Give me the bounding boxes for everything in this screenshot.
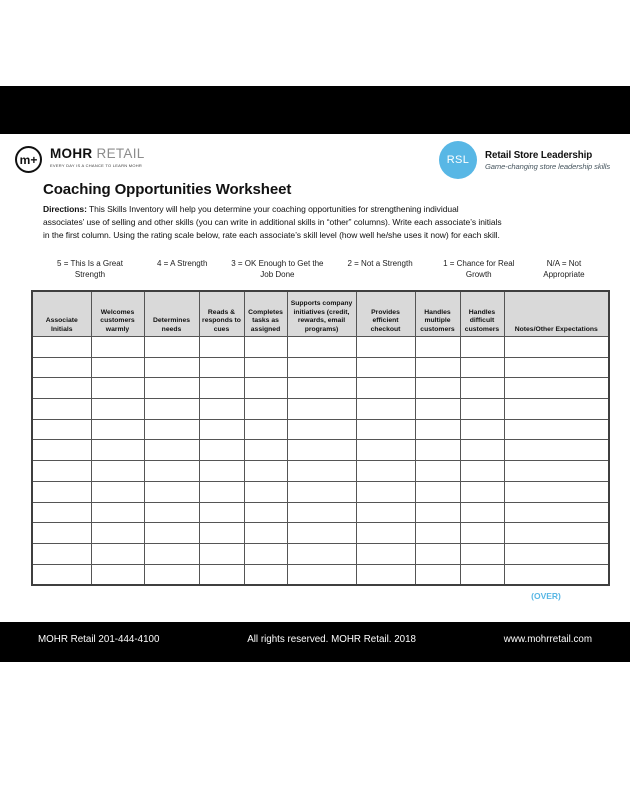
table-cell: [199, 502, 244, 523]
table-cell: [144, 523, 199, 544]
table-cell: [415, 461, 460, 482]
table-cell: [32, 337, 91, 358]
table-cell: [356, 440, 415, 461]
table-cell: [415, 378, 460, 399]
table-row: [32, 481, 609, 502]
skills-inventory-table: [31, 290, 610, 586]
table-cell: [287, 523, 356, 544]
directions-label: Directions:: [43, 204, 87, 214]
mohr-name: [50, 147, 145, 161]
table-cell: [91, 440, 144, 461]
table-cell: [32, 419, 91, 440]
rating-scale-legend: [45, 258, 593, 280]
table-cell: [356, 523, 415, 544]
table-cell: [356, 337, 415, 358]
table-cell: [356, 357, 415, 378]
table-cell: [356, 419, 415, 440]
table-cell: [504, 543, 609, 564]
table-cell: [91, 419, 144, 440]
mohr-monogram: m+: [19, 152, 38, 167]
table-cell: [356, 461, 415, 482]
table-cell: [460, 481, 504, 502]
column-header: Reads & responds to cues: [199, 291, 244, 337]
table-cell: [504, 440, 609, 461]
table-cell: [91, 564, 144, 585]
table-cell: [504, 461, 609, 482]
table-row: [32, 564, 609, 585]
table-cell: [144, 461, 199, 482]
table-cell: [460, 440, 504, 461]
column-header: Completes tasks as assigned: [244, 291, 287, 337]
table-cell: [287, 378, 356, 399]
table-cell: [144, 399, 199, 420]
table-cell: [244, 523, 287, 544]
table-cell: [144, 564, 199, 585]
table-cell: [460, 461, 504, 482]
table-cell: [144, 543, 199, 564]
table-cell: [32, 399, 91, 420]
mohr-name-light: RETAIL: [96, 146, 145, 161]
table-cell: [356, 564, 415, 585]
mohr-logo-icon: [15, 146, 42, 173]
table-cell: [460, 543, 504, 564]
footer-bar: [0, 622, 630, 662]
table-cell: [356, 502, 415, 523]
table-cell: [32, 357, 91, 378]
table-row: [32, 357, 609, 378]
mohr-name-bold: MOHR: [50, 146, 93, 161]
table-cell: [199, 564, 244, 585]
rating-scale-item: 4 = A Strength: [156, 259, 208, 268]
rating-scale-item: 1 = Chance for Real Growth: [443, 259, 515, 280]
directions-line: in the first column. Using the rating scale below, rate each associate’s skill level (how well he/she uses it now) for each skill.: [43, 230, 500, 240]
table-cell: [244, 337, 287, 358]
program-tagline: Game-changing store leadership skills: [485, 161, 611, 171]
table-cell: [460, 399, 504, 420]
column-header: Welcomes customers warmly: [91, 291, 144, 337]
table-cell: [32, 461, 91, 482]
table-cell: [415, 399, 460, 420]
table-cell: [91, 378, 144, 399]
table-cell: [91, 337, 144, 358]
table-cell: [356, 378, 415, 399]
table-cell: [144, 378, 199, 399]
table-cell: [287, 357, 356, 378]
top-black-band: [0, 86, 630, 134]
table-cell: [199, 357, 244, 378]
table-cell: [244, 419, 287, 440]
table-cell: [287, 564, 356, 585]
table-cell: [415, 564, 460, 585]
mohr-logo: [15, 146, 145, 173]
table-cell: [32, 502, 91, 523]
table-cell: [504, 481, 609, 502]
table-row: [32, 337, 609, 358]
table-cell: [144, 419, 199, 440]
table-cell: [199, 419, 244, 440]
table-cell: [199, 440, 244, 461]
table-cell: [91, 357, 144, 378]
table-cell: [504, 357, 609, 378]
table-cell: [504, 337, 609, 358]
table-cell: [504, 564, 609, 585]
table-cell: [144, 440, 199, 461]
table-cell: [415, 523, 460, 544]
rsl-text-block: [485, 150, 610, 171]
table-cell: [460, 502, 504, 523]
table-cell: [287, 461, 356, 482]
table-cell: [504, 399, 609, 420]
mohr-wordmark: [50, 146, 145, 168]
rsl-badge-icon: [439, 141, 477, 179]
rating-scale-item: 3 = OK Enough to Get the Job Done: [231, 259, 324, 280]
table-row: [32, 440, 609, 461]
page-title: Coaching Opportunities Worksheet: [43, 181, 292, 198]
table-cell: [244, 399, 287, 420]
table-cell: [415, 440, 460, 461]
table-row: [32, 378, 609, 399]
table-cell: [356, 543, 415, 564]
table-cell: [199, 543, 244, 564]
table-row: [32, 461, 609, 482]
directions-line: associates’ use of selling and other skills (you can write in additional skills in “other” columns). Write each associate’s initials: [43, 217, 502, 227]
footer-copyright: All rights reserved. MOHR Retail. 2018: [247, 634, 417, 645]
table-cell: [244, 502, 287, 523]
table-cell: [415, 502, 460, 523]
directions-paragraph: [43, 203, 603, 242]
table-cell: [144, 357, 199, 378]
table-row: [32, 399, 609, 420]
rating-scale-item: 5 = This Is a Great Strength: [57, 259, 123, 280]
table-cell: [460, 523, 504, 544]
table-cell: [287, 543, 356, 564]
table-cell: [504, 523, 609, 544]
table-cell: [91, 523, 144, 544]
table-cell: [32, 564, 91, 585]
footer-phone: MOHR Retail 201-444-4100: [38, 634, 160, 645]
table-cell: [32, 440, 91, 461]
column-header: Supports company initiatives (credit, rewards, email programs): [287, 291, 356, 337]
table-cell: [415, 357, 460, 378]
column-header: Notes/Other Expectations: [504, 291, 609, 337]
table-cell: [199, 399, 244, 420]
table-cell: [244, 461, 287, 482]
table-cell: [199, 378, 244, 399]
table-cell: [32, 378, 91, 399]
table-cell: [199, 523, 244, 544]
table-cell: [244, 378, 287, 399]
table-cell: [460, 419, 504, 440]
rating-scale-item: N/A = Not Appropriate: [543, 259, 585, 280]
program-name: Retail Store Leadership: [485, 149, 593, 161]
table-cell: [244, 357, 287, 378]
table-cell: [356, 481, 415, 502]
table-cell: [287, 337, 356, 358]
table-cell: [32, 543, 91, 564]
table-cell: [460, 378, 504, 399]
table-cell: [415, 419, 460, 440]
table-cell: [287, 502, 356, 523]
rating-scale-item: 2 = Not a Strength: [347, 259, 413, 268]
mohr-tagline: EVERY DAY IS A CHANCE TO LEARN MOHR: [50, 163, 143, 169]
table-cell: [287, 481, 356, 502]
table-cell: [415, 543, 460, 564]
column-header: Handles multiple customers: [415, 291, 460, 337]
footer-website: www.mohrretail.com: [503, 634, 592, 645]
table-row: [32, 502, 609, 523]
over-note: (OVER): [531, 591, 561, 601]
table-cell: [91, 481, 144, 502]
table-cell: [199, 461, 244, 482]
table-cell: [504, 419, 609, 440]
column-header: Associate Initials: [32, 291, 91, 337]
table-cell: [32, 481, 91, 502]
rsl-abbr: RSL: [446, 154, 470, 166]
table-cell: [199, 337, 244, 358]
directions-text: This Skills Inventory will help you determine your coaching opportunities for strengthening individual: [86, 204, 459, 214]
table-cell: [91, 399, 144, 420]
table-cell: [244, 564, 287, 585]
table-cell: [504, 502, 609, 523]
table-header-row: [32, 291, 609, 337]
table-cell: [504, 378, 609, 399]
table-cell: [244, 481, 287, 502]
table-cell: [144, 481, 199, 502]
table-cell: [287, 399, 356, 420]
table-cell: [415, 337, 460, 358]
table-cell: [32, 523, 91, 544]
column-header: Provides efficient checkout: [356, 291, 415, 337]
table-cell: [356, 399, 415, 420]
table-cell: [91, 543, 144, 564]
table-cell: [91, 502, 144, 523]
table-row: [32, 543, 609, 564]
rsl-program-block: [439, 141, 610, 179]
table-cell: [287, 419, 356, 440]
table-cell: [460, 564, 504, 585]
table-cell: [91, 461, 144, 482]
table-cell: [199, 481, 244, 502]
table-cell: [415, 481, 460, 502]
table-row: [32, 419, 609, 440]
column-header: Determines needs: [144, 291, 199, 337]
table-cell: [244, 543, 287, 564]
table-cell: [460, 357, 504, 378]
table-cell: [460, 337, 504, 358]
column-header: Handles difficult customers: [460, 291, 504, 337]
table-cell: [244, 440, 287, 461]
table-cell: [144, 502, 199, 523]
table-cell: [144, 337, 199, 358]
directions-line: [43, 203, 603, 216]
table-row: [32, 523, 609, 544]
table-cell: [287, 440, 356, 461]
